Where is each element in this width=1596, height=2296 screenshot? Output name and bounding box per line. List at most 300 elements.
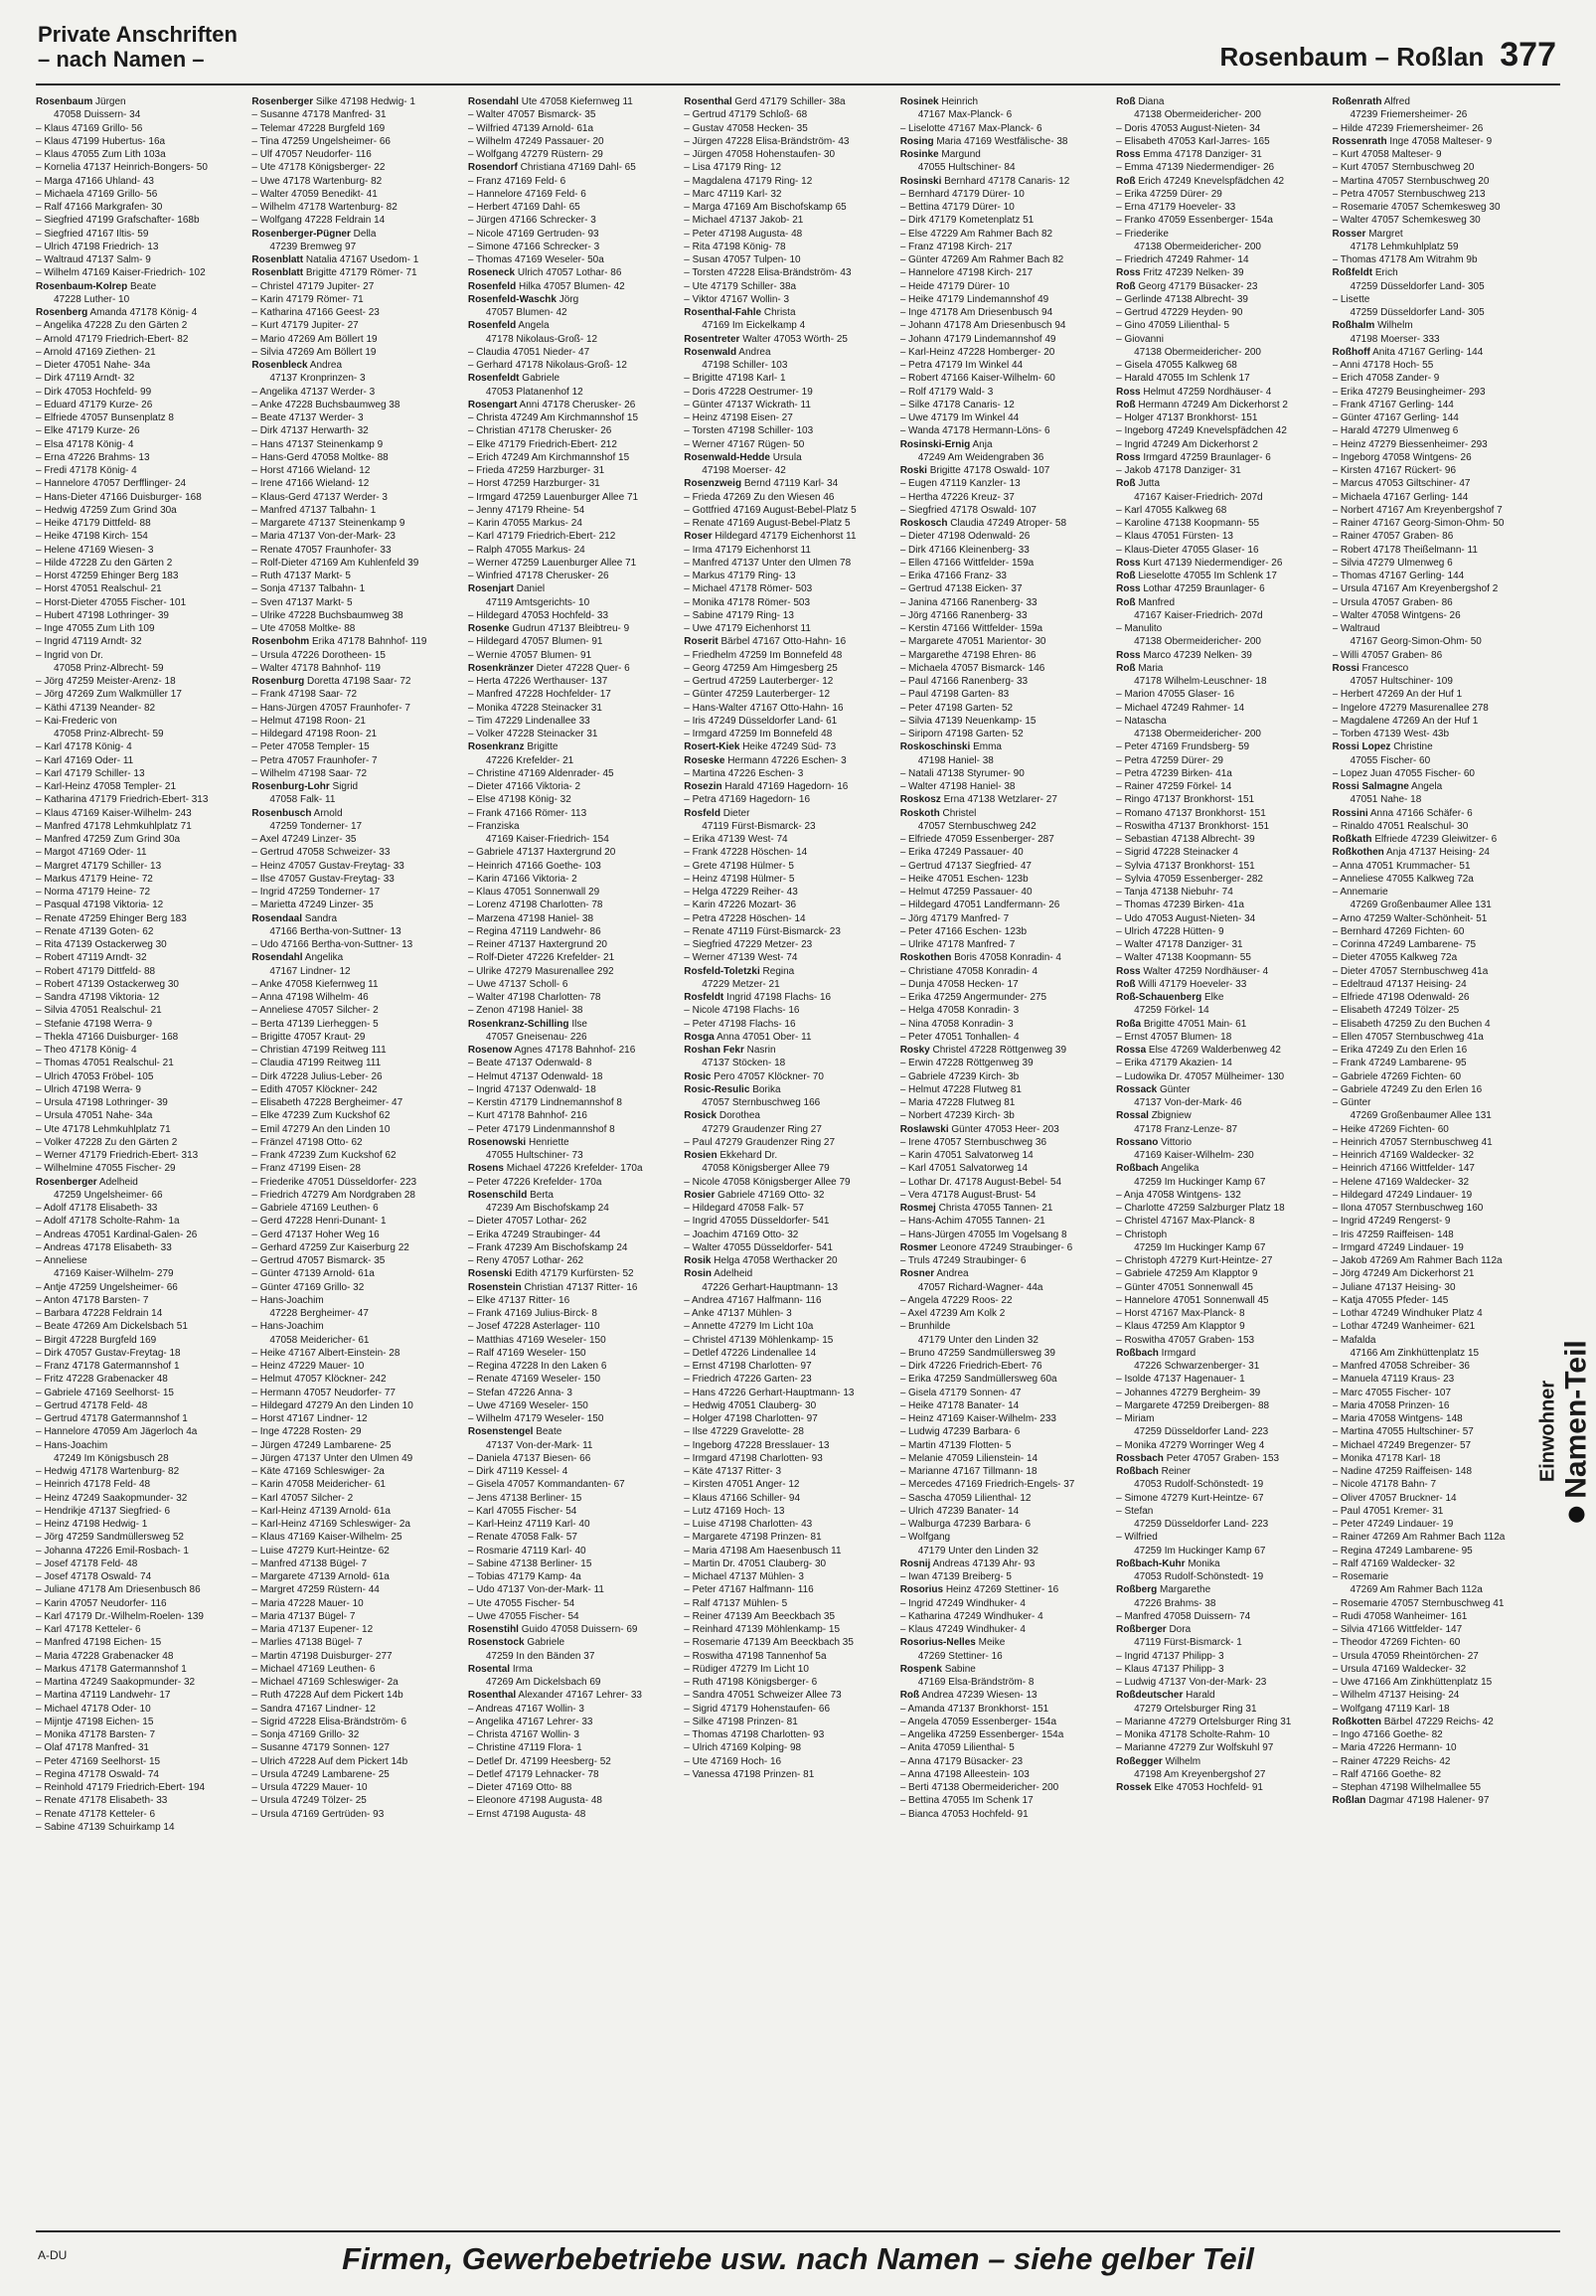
listing-entry: – Michael 47137 Mühlen- 3 xyxy=(684,1571,804,1582)
listing-entry: – Dirk 47179 Kometenplatz 51 xyxy=(899,215,1035,227)
surname-entry xyxy=(684,1044,889,1057)
listing-entry: – Gabriele 47269 Fichten- 60 xyxy=(1332,1070,1462,1082)
listing-entry: – Christian 47178 Cherusker- 26 xyxy=(467,425,612,437)
listing-entry: – Walter 47178 Danziger- 31 xyxy=(1116,939,1243,950)
surname-entry xyxy=(251,253,457,266)
listing-entry: – Hans-Dieter 47166 Duisburger- 168 xyxy=(36,491,202,503)
listing-entry: – Brigitte 47057 Kraut- 29 xyxy=(251,1031,366,1043)
entry-detail: Sandra xyxy=(304,912,338,924)
listing-column xyxy=(468,95,674,2222)
listing-entry: – Claudia 47199 Reitweg 111 xyxy=(251,1058,382,1069)
listing-entry: – Lothar 47249 Wanheimer- 621 xyxy=(1332,1321,1476,1333)
entry-detail: Peter 47057 Graben- 153 xyxy=(1166,1452,1280,1464)
listing-entry: – Winfried 47178 Cherusker- 26 xyxy=(467,571,609,581)
listing-entry: – Wernie 47057 Blumen- 91 xyxy=(467,649,592,661)
listing-entry: – Heike 47051 Eschen- 123b xyxy=(899,873,1029,885)
listing-entry: – Katharina 47249 Windhuker- 4 xyxy=(899,1610,1043,1622)
listing-entry: – Christine 47169 Aldenrader- 45 xyxy=(467,767,614,779)
section-title-line1: Private Anschriften xyxy=(38,22,238,47)
listing-entry: – Hermann 47057 Neudorfer- 77 xyxy=(251,1387,396,1398)
address-continuation: 47226 Krefelder- 21 xyxy=(485,754,574,766)
listing-entry: – Hildegard 47057 Blumen- 91 xyxy=(467,636,603,648)
surname: Rosorius-Nelles xyxy=(899,1637,976,1649)
listing-entry: – Gertrud 47138 Eicken- 37 xyxy=(899,583,1023,595)
listing-entry: – Klaus 47259 Am Klapptor 9 xyxy=(1116,1321,1245,1333)
surname-entry xyxy=(468,161,674,174)
listing-entry: – Anna 47051 Krummacher- 51 xyxy=(1332,860,1471,872)
listing-entry: – Doris 47053 August-Nieten- 34 xyxy=(1116,122,1261,134)
address-continuation: 47137 Von-der-Mark- 11 xyxy=(485,1439,593,1451)
listing-entry: – Elke 47179 Kurze- 26 xyxy=(36,425,140,437)
listing-entry: – Ursula 47059 Rheintörchen- 27 xyxy=(1332,1650,1479,1662)
listing-entry: – Norbert 47239 Kirch- 3b xyxy=(899,1110,1015,1122)
surname: Roßhoff xyxy=(1332,346,1370,358)
entry-detail: Boris 47058 Konradin- 4 xyxy=(954,952,1061,964)
surname-entry xyxy=(684,1070,889,1083)
surname-entry xyxy=(251,780,457,793)
listing-entry: – Heinrich 47057 Sternbuschweg 41 xyxy=(1332,1136,1493,1148)
listing-entry: – Susanne 47178 Manfred- 31 xyxy=(251,109,387,121)
listing-entry: – Helmut 47198 Roon- 21 xyxy=(251,715,366,727)
listing-entry: – Daniela 47137 Biesen- 66 xyxy=(467,1452,591,1464)
listing-entry: – Dieter 47198 Odenwald- 26 xyxy=(899,531,1031,543)
surname-entry xyxy=(1116,1018,1322,1031)
listing-entry: – Heinrich 47166 Wittfelder- 147 xyxy=(1332,1163,1475,1175)
entry-detail: Irmgard xyxy=(1161,1347,1197,1359)
address-continuation: 47198 Moerser- 42 xyxy=(702,465,786,476)
listing-entry: – Regina 47178 Oswald- 74 xyxy=(36,1768,159,1780)
listing-entry: – Ursula 47198 Lothringer- 39 xyxy=(36,1097,168,1108)
listing-entry: – Amanda 47137 Bronkhorst- 151 xyxy=(899,1703,1049,1715)
listing-entry: – Siegfried 47178 Oswald- 107 xyxy=(899,504,1037,516)
surname-entry xyxy=(684,1083,889,1096)
listing-entry: – Anja 47058 Wintgens- 132 xyxy=(1116,1189,1241,1201)
entry-detail: Angelika xyxy=(304,952,344,964)
entry-detail: Maria xyxy=(1138,662,1164,674)
surname: Rosenberger xyxy=(36,1176,97,1188)
surname-entry xyxy=(1333,135,1538,148)
listing-entry: – Horst 47051 Realschul- 21 xyxy=(36,583,162,595)
entry-detail: Hermann 47226 Eschen- 3 xyxy=(727,754,847,766)
listing-entry: – Heike 47269 Fichten- 60 xyxy=(1332,1123,1449,1135)
listing-entry: – Uwe 47169 Weseler- 150 xyxy=(467,1399,588,1411)
listing-entry: – Berti 47138 Obermeidericher- 200 xyxy=(899,1782,1059,1793)
listing-entry: – Rainer 47167 Georg-Simon-Ohm- 50 xyxy=(1332,518,1505,529)
surname-entry xyxy=(1333,662,1538,675)
listing-entry: – Arnold 47169 Ziethen- 21 xyxy=(36,346,156,358)
listing-columns xyxy=(36,95,1538,2222)
listing-entry: – Isolde 47137 Hagenauer- 1 xyxy=(1116,1374,1245,1386)
listing-entry: – Uwe 47137 Scholl- 6 xyxy=(467,978,568,990)
listing-entry: – Dirk 47053 Hochfeld- 99 xyxy=(36,386,152,398)
entry-detail: Reiner xyxy=(1161,1466,1192,1477)
listing-entry: – Michael 47249 Rahmer- 14 xyxy=(1116,702,1245,714)
listing-entry: – Dieter 47169 Otto- 88 xyxy=(467,1782,572,1793)
address-continuation: 47137 Von-der-Mark- 46 xyxy=(1134,1097,1242,1108)
entry-detail: Margund xyxy=(941,149,981,160)
listing-entry: – Dieter 47057 Lothar- 262 xyxy=(467,1216,587,1228)
listing-entry: – Anna 47179 Büsacker- 23 xyxy=(899,1755,1024,1767)
address-continuation: 47166 Bertha-von-Suttner- 13 xyxy=(269,925,401,937)
listing-entry: – Friedrich 47279 Am Nordgraben 28 xyxy=(251,1189,415,1201)
listing-entry: – Dieter 47166 Viktoria- 2 xyxy=(467,781,581,792)
listing-entry: – Elfriede 47198 Odenwald- 26 xyxy=(1332,992,1470,1003)
listing-entry: – Peter 47198 Garten- 52 xyxy=(899,702,1014,714)
listing-entry: – Margarete 47139 Arnold- 61a xyxy=(251,1571,390,1582)
surname-entry xyxy=(900,1267,1106,1280)
listing-entry: – Doris 47228 Oestrumer- 19 xyxy=(684,386,813,398)
section-title xyxy=(38,22,238,72)
listing-entry: – Karl-Heinz 47119 Karl- 40 xyxy=(467,1519,590,1530)
surname-entry xyxy=(1333,228,1538,241)
listing-entry: – Hannelore 47051 Sonnenwall 45 xyxy=(1116,1294,1269,1306)
listing-entry: – Günter 47137 Wickrath- 11 xyxy=(684,399,811,410)
listing-entry: – Arno 47259 Walter-Schönheit- 51 xyxy=(1332,912,1488,924)
address-continuation: 47178 Nikolaus-Groß- 12 xyxy=(485,333,598,345)
address-continuation: 47058 Falk- 11 xyxy=(269,794,336,806)
entry-detail: Anni 47178 Cherusker- 26 xyxy=(519,399,636,410)
entry-detail: Inge 47058 Malteser- 9 xyxy=(1389,135,1493,147)
surname: Rosenow xyxy=(467,1045,513,1056)
surname: Roskoth xyxy=(899,807,940,819)
listing-entry: – Klaus 47166 Schiller- 94 xyxy=(684,1492,801,1504)
surname-entry xyxy=(1116,280,1322,293)
listing-entry: – Miriam xyxy=(1116,1413,1155,1424)
listing-entry: – Adolf 47178 Scholte-Rahm- 1a xyxy=(36,1216,180,1228)
entry-detail: Zbigniew xyxy=(1151,1110,1192,1122)
listing-entry: – Inge 47228 Rosten- 29 xyxy=(251,1426,362,1438)
surname: Rossi Salmagne xyxy=(1332,781,1409,792)
listing-entry: – Angela 47229 Roos- 22 xyxy=(899,1294,1013,1306)
surname: Rosfeld xyxy=(684,807,720,819)
listing-entry: – Thomas 47167 Gerling- 144 xyxy=(1332,571,1465,581)
listing-entry: – Ilse 47057 Gustav-Freytag- 33 xyxy=(251,873,395,885)
listing-entry: – Ingrid 47259 Tonderner- 17 xyxy=(251,887,381,898)
listing-entry: – Gerlinde 47138 Albrecht- 39 xyxy=(1116,293,1248,305)
listing-entry: – Volker 47228 Zu den Gärten 2 xyxy=(36,1136,178,1148)
surname: Roßfeldt xyxy=(1332,267,1373,279)
entry-detail: Pero 47057 Klöckner- 70 xyxy=(714,1070,824,1082)
listing-entry: – Ruth 47137 Markt- 5 xyxy=(251,571,351,581)
listing-entry: – Telemar 47228 Burgfeld 169 xyxy=(251,122,386,134)
address-continuation: 47239 Bremweg 97 xyxy=(269,241,357,252)
listing-entry: – Wolfgang 47119 Karl- 18 xyxy=(1332,1703,1450,1715)
address-continuation: 47166 Am Zinkhüttenplatz 15 xyxy=(1350,1347,1480,1359)
listing-entry: – Gertrud 47178 Gatermannshof 1 xyxy=(36,1413,188,1424)
entry-detail: Anna 47166 Schäfer- 6 xyxy=(1369,807,1473,819)
surname-entry xyxy=(684,1109,889,1122)
listing-entry: – Franko 47059 Essenberger- 154a xyxy=(1116,215,1273,227)
listing-entry: – Ellen 47166 Wittfelder- 159a xyxy=(899,557,1035,569)
listing-entry: – Ursula 47169 Waldecker- 32 xyxy=(1332,1663,1467,1675)
listing-entry: – Heike 47167 Albert-Einstein- 28 xyxy=(251,1347,400,1359)
listing-entry: – Christel 47139 Möhlenkamp- 15 xyxy=(684,1334,834,1346)
listing-entry: – Karl 47051 Salvatorweg 14 xyxy=(899,1163,1029,1175)
listing-entry: – Ulrich 47228 Hütten- 9 xyxy=(1116,925,1224,937)
listing-entry: – Christoph 47279 Kurt-Heintze- 27 xyxy=(1116,1255,1273,1266)
listing-entry: – Gerd 47228 Henri-Dunant- 1 xyxy=(251,1216,387,1228)
listing-entry: – Beate 47269 Am Dickelsbach 51 xyxy=(36,1321,188,1333)
listing-entry: – Erika 47249 Straubinger- 44 xyxy=(467,1229,601,1240)
surname-entry xyxy=(900,464,1106,477)
listing-entry: – Dirk 47119 Arndt- 32 xyxy=(36,373,135,385)
listing-entry: – Jürgen 47137 Unter den Ulmen 49 xyxy=(251,1452,413,1464)
listing-entry: – Hans-Walter 47167 Otto-Hahn- 16 xyxy=(684,702,844,714)
surname: Rosin xyxy=(684,1268,713,1280)
entry-detail: Doretta 47198 Saar- 72 xyxy=(306,676,411,687)
surname: Rosenbleck xyxy=(251,360,308,371)
listing-entry: – Christel 47167 Max-Planck- 8 xyxy=(1116,1216,1255,1228)
listing-entry: – Hans-Jürgen 47057 Fraunhofer- 7 xyxy=(251,702,410,714)
entry-detail: Lothar 47259 Braunlager- 6 xyxy=(1143,583,1265,595)
listing-entry: – Ilse 47229 Gravelotte- 28 xyxy=(684,1426,804,1438)
entry-detail: Dorothea xyxy=(718,1110,760,1122)
listing-entry: – Christel 47179 Jupiter- 27 xyxy=(251,280,375,292)
listing-entry: – Rainer 47057 Graben- 86 xyxy=(1332,531,1454,543)
surname-entry xyxy=(684,635,889,648)
listing-entry: – Jakob 47178 Danziger- 31 xyxy=(1116,465,1241,476)
listing-entry: – Magdalena 47179 Ring- 12 xyxy=(684,175,813,187)
listing-entry: – Fredi 47178 König- 4 xyxy=(36,465,137,476)
listing-entry: – Ilona 47057 Sternbuschweg 160 xyxy=(1332,1203,1484,1214)
listing-entry: – Monika 47228 Steinacker 31 xyxy=(467,702,602,714)
entry-detail: Beate xyxy=(536,1426,562,1438)
listing-entry: – Ralf 47166 Goethe- 82 xyxy=(1332,1768,1442,1780)
listing-entry: – Martina 47119 Landwehr- 17 xyxy=(36,1690,171,1702)
listing-entry: – Theo 47178 König- 4 xyxy=(36,1045,137,1056)
listing-entry: – Sylvia 47059 Essenberger- 282 xyxy=(1116,873,1263,885)
listing-entry: – Anna 47198 Wilhelm- 46 xyxy=(251,992,369,1003)
listing-entry: – Franz 47178 Gatermannshof 1 xyxy=(36,1361,180,1372)
listing-entry: – Charlotte 47259 Salzburger Platz 18 xyxy=(1116,1203,1285,1214)
listing-entry: – Wilhelm 47137 Heising- 24 xyxy=(1332,1690,1460,1702)
address-continuation: 47167 Georg-Simon-Ohm- 50 xyxy=(1350,636,1482,648)
listing-entry: – Gisela 47055 Kalkweg 68 xyxy=(1116,360,1237,371)
surname-entry xyxy=(900,1663,1106,1676)
listing-entry: – Rüdiger 47279 Im Licht 10 xyxy=(684,1663,809,1675)
entry-detail: Margarethe xyxy=(1160,1584,1211,1596)
listing-entry: – Gottfried 47169 August-Bebel-Platz 5 xyxy=(684,504,857,516)
surname: Rosga xyxy=(684,1031,715,1043)
listing-entry: – Maria 47228 Mauer- 10 xyxy=(251,1597,364,1609)
listing-entry: – Heinz 47057 Gustav-Freytag- 33 xyxy=(251,860,404,872)
listing-entry: – Rolf 47179 Wald- 3 xyxy=(899,386,994,398)
listing-entry: – Brunhilde xyxy=(899,1321,951,1333)
listing-entry: – Theodor 47269 Fichten- 60 xyxy=(1332,1637,1461,1649)
listing-entry: – Maria 47058 Prinzen- 16 xyxy=(1332,1399,1450,1411)
listing-entry: – Bettina 47055 Im Schenk 17 xyxy=(899,1795,1034,1807)
listing-entry: – Janina 47166 Ranenberg- 33 xyxy=(899,596,1037,608)
listing-entry: – Jörg 47259 Meister-Arenz- 18 xyxy=(36,676,176,687)
surname: Roß-Schauenberg xyxy=(1116,992,1202,1003)
surname-entry xyxy=(468,1136,674,1149)
surname: Rosenthal-Fahle xyxy=(684,307,762,318)
address-continuation: 47198 Am Kreyenbergshof 27 xyxy=(1134,1768,1266,1780)
listing-entry: – Erika 47249 Zu den Erlen 16 xyxy=(1332,1045,1468,1056)
surname: Rosfeld-Toletzki xyxy=(684,965,760,977)
surname-entry xyxy=(900,1241,1106,1254)
listing-entry: – Ute 47178 Lehmkuhlplatz 71 xyxy=(36,1123,171,1135)
surname-entry xyxy=(468,1689,674,1702)
entry-detail: Gabriele xyxy=(522,373,560,385)
listing-entry: – Karl 47179 Dr.-Wilhelm-Roelen- 139 xyxy=(36,1610,204,1622)
listing-entry: – Heike 47198 Kirch- 154 xyxy=(36,531,148,543)
listing-entry: – Jürgen 47058 Hohenstaufen- 30 xyxy=(684,149,836,160)
listing-entry: – Detlef Dr. 47199 Heesberg- 52 xyxy=(467,1755,611,1767)
listing-entry: – Michael 47249 Bregenzer- 57 xyxy=(1332,1439,1472,1451)
listing-entry: – Manfred 47137 Talbahn- 1 xyxy=(251,504,377,516)
listing-column xyxy=(1333,95,1538,2222)
listing-entry: – Sascha 47059 Lilienthal- 12 xyxy=(899,1492,1032,1504)
listing-entry: – Beate 47137 Werder- 3 xyxy=(251,412,364,423)
listing-entry: – Wanda 47178 Hermann-Löns- 6 xyxy=(899,425,1050,437)
address-continuation: 47058 Duissern- 34 xyxy=(54,109,141,121)
listing-entry: – Hannelore 47059 Am Jägerloch 4a xyxy=(36,1426,198,1438)
listing-entry: – Dirk 47057 Gustav-Freytag- 18 xyxy=(36,1347,181,1359)
surname: Rossal xyxy=(1116,1110,1149,1122)
listing-entry: – Ingeborg 47058 Wintgens- 26 xyxy=(1332,451,1472,463)
surname-entry xyxy=(900,135,1106,148)
listing-entry: – Manfred 47259 Zum Grind 30a xyxy=(36,834,181,845)
listing-entry: – Inge 47178 Am Driesenbusch 94 xyxy=(899,307,1053,318)
listing-entry: – Ingrid 47249 Am Dickerhorst 2 xyxy=(1116,438,1258,450)
listing-entry: – Vanessa 47198 Prinzen- 81 xyxy=(684,1768,815,1780)
listing-entry: – Ingrid 47119 Arndt- 32 xyxy=(36,636,142,648)
listing-entry: – Michaela 47057 Bismarck- 146 xyxy=(899,662,1045,674)
listing-entry: – Heike 47179 Dittfeld- 88 xyxy=(36,518,151,529)
listing-entry: – Antje 47259 Ungelsheimer- 66 xyxy=(36,1281,178,1293)
listing-entry: – Frank 47228 Höschen- 14 xyxy=(684,847,808,859)
entry-detail: Emma xyxy=(973,741,1002,753)
listing-entry: – Karl 47178 König- 4 xyxy=(36,741,132,753)
entry-detail: Christian 47137 Ritter- 16 xyxy=(524,1281,638,1293)
listing-entry: – Ingrid von Dr. xyxy=(36,649,103,661)
listing-entry: – Wolfgang 47279 Rüstern- 29 xyxy=(467,149,603,160)
entry-detail: Günter 47053 Heer- 203 xyxy=(951,1123,1059,1135)
entry-detail: Wilhelm xyxy=(1165,1755,1201,1767)
surname-entry xyxy=(1116,978,1322,991)
listing-entry: – Anke 47058 Kiefernweg 11 xyxy=(251,978,379,990)
listing-entry: – Friederike 47051 Düsseldorfer- 223 xyxy=(251,1176,417,1188)
listing-entry: – Simone 47166 Schrecker- 3 xyxy=(467,241,600,252)
listing-entry: – Edith 47057 Klöckner- 242 xyxy=(251,1083,378,1095)
surname-entry xyxy=(1116,1689,1322,1702)
listing-entry: – Kai-Frederic von xyxy=(36,715,117,727)
listing-entry: – Siriporn 47198 Garten- 52 xyxy=(899,729,1024,739)
listing-entry: – Angelika 47137 Werder- 3 xyxy=(251,386,376,398)
address-continuation: 47259 Tonderner- 17 xyxy=(269,820,363,832)
entry-detail: Regina xyxy=(762,965,795,977)
listing-entry: – Ingeborg 47249 Knevelspfädchen 42 xyxy=(1116,425,1287,437)
address-continuation: 47226 Gerhart-Hauptmann- 13 xyxy=(702,1281,839,1293)
listing-entry: – Kirsten 47051 Anger- 12 xyxy=(684,1479,800,1491)
listing-entry: – Jörg 47179 Manfred- 7 xyxy=(899,912,1010,924)
listing-entry: – Volker 47228 Steinacker 31 xyxy=(467,729,598,739)
surname: Rosenski xyxy=(467,1268,513,1280)
surname: Roßdeutscher xyxy=(1116,1690,1184,1702)
bullet-icon xyxy=(1569,1507,1585,1523)
listing-entry: – Kurt 47057 Sternbuschweg 20 xyxy=(1332,162,1475,174)
entry-detail: Andrea 47239 Wiesen- 13 xyxy=(921,1690,1037,1702)
listing-entry: – Harald 47279 Ulmenweg 6 xyxy=(1332,425,1459,437)
surname: Ross xyxy=(1116,557,1141,569)
listing-entry: – Heinz 47198 Hülmer- 5 xyxy=(684,873,795,885)
listing-entry: – Simone 47279 Kurt-Heintze- 67 xyxy=(1116,1492,1264,1504)
entry-detail: Agnes 47178 Bahnhof- 216 xyxy=(514,1045,636,1056)
listing-entry: – Manfred 47228 Hochfelder- 17 xyxy=(467,689,611,701)
listing-entry: – Klaus 47051 Fürsten- 13 xyxy=(1116,531,1233,543)
listing-entry: – Friedrich 47226 Garten- 23 xyxy=(684,1374,812,1386)
entry-detail: Emma 47178 Danziger- 31 xyxy=(1143,149,1262,160)
listing-entry: – Erika 47179 Akazien- 14 xyxy=(1116,1058,1232,1069)
surname: Roseske xyxy=(684,754,725,766)
surname-entry xyxy=(1116,1583,1322,1596)
entry-detail: Gudrun 47137 Bleibtreu- 9 xyxy=(512,623,630,634)
address-continuation: 47269 Großenbaumer Allee 131 xyxy=(1350,900,1492,911)
listing-entry: – Rainer 47229 Reichs- 42 xyxy=(1332,1755,1451,1767)
surname: Roß xyxy=(1116,571,1136,581)
listing-entry: – Helmut 47259 Passauer- 40 xyxy=(899,887,1033,898)
listing-entry: – Nicole 47198 Flachs- 16 xyxy=(684,1005,800,1017)
listing-entry: – Gustav 47058 Hecken- 35 xyxy=(684,122,808,134)
listing-entry: – Else 47229 Am Rahmer Bach 82 xyxy=(899,228,1053,240)
listing-entry: – Gabriele 47249 Zu den Erlen 16 xyxy=(1332,1083,1483,1095)
listing-entry: – Heinz 47249 Saakopmunder- 32 xyxy=(36,1492,188,1504)
listing-entry: – Renate 47169 August-Bebel-Platz 5 xyxy=(684,518,851,529)
listing-entry: – Frieda 47269 Zu den Wiesen 46 xyxy=(684,491,835,503)
listing-entry: – Peter 47179 Lindenmannshof 8 xyxy=(467,1123,615,1135)
listing-entry: – Romano 47137 Bronkhorst- 151 xyxy=(1116,807,1266,819)
listing-entry: – Frank 47198 Saar- 72 xyxy=(251,689,358,701)
surname: Roßbach xyxy=(1116,1466,1159,1477)
surname-entry xyxy=(251,95,457,108)
listing-entry: – Sebastian 47138 Albrecht- 39 xyxy=(1116,834,1255,845)
surname-entry xyxy=(900,1689,1106,1702)
listing-entry: – Ulrich 47169 Kolping- 98 xyxy=(684,1742,802,1754)
listing-entry: – Roswitha 47137 Bronkhorst- 151 xyxy=(1116,820,1270,832)
listing-entry: – Margarete 47137 Steinenkamp 9 xyxy=(251,518,405,529)
listing-entry: – Walter 47057 Schemkesweg 30 xyxy=(1332,215,1481,227)
listing-entry: – Gertrud 47229 Heyden- 90 xyxy=(1116,307,1243,318)
surname: Rosenzweig xyxy=(684,478,742,490)
listing-entry: – Petra 47228 Höschen- 14 xyxy=(684,912,806,924)
listing-entry: – Ingrid 47055 Düsseldorfer- 541 xyxy=(684,1216,830,1228)
listing-entry: – Natascha xyxy=(1116,715,1167,727)
listing-entry: – Thomas 47178 Am Witrahm 9b xyxy=(1332,254,1478,265)
entry-detail: Irmgard 47259 Braunlager- 6 xyxy=(1143,451,1271,463)
listing-entry: – Oliver 47057 Bruckner- 14 xyxy=(1332,1492,1457,1504)
listing-entry: – Elisabeth 47228 Bergheimer- 47 xyxy=(251,1097,403,1108)
listing-entry: – Edeltraud 47137 Heising- 24 xyxy=(1332,978,1467,990)
listing-entry: – Udo 47166 Bertha-von-Suttner- 13 xyxy=(251,939,413,950)
entry-detail: Della xyxy=(353,228,377,240)
listing-entry: – Katharina 47179 Friedrich-Ebert- 313 xyxy=(36,794,209,806)
surname: Rosenjart xyxy=(467,583,514,595)
surname: Rosner xyxy=(899,1268,935,1280)
entry-detail: Ute 47058 Kiefernweg 11 xyxy=(521,96,633,107)
listing-entry: – Reiner 47137 Haxtergrund 20 xyxy=(467,939,607,950)
address-continuation: 47178 Wilhelm-Leuschner- 18 xyxy=(1134,676,1267,687)
surname-entry xyxy=(251,912,457,925)
listing-entry: – Ruth 47198 Königsberger- 6 xyxy=(684,1677,818,1688)
entry-detail: Bernhard 47178 Canaris- 12 xyxy=(944,175,1070,187)
listing-entry: – Fränzel 47198 Otto- 62 xyxy=(251,1136,363,1148)
surname: Rosenthal xyxy=(684,96,732,107)
surname: Roßenrath xyxy=(1332,96,1382,107)
surname-entry xyxy=(1333,1794,1538,1807)
listing-entry: – Christine 47119 Flora- 1 xyxy=(467,1742,582,1754)
listing-entry: – Johanna 47226 Emil-Rosbach- 1 xyxy=(36,1545,189,1557)
